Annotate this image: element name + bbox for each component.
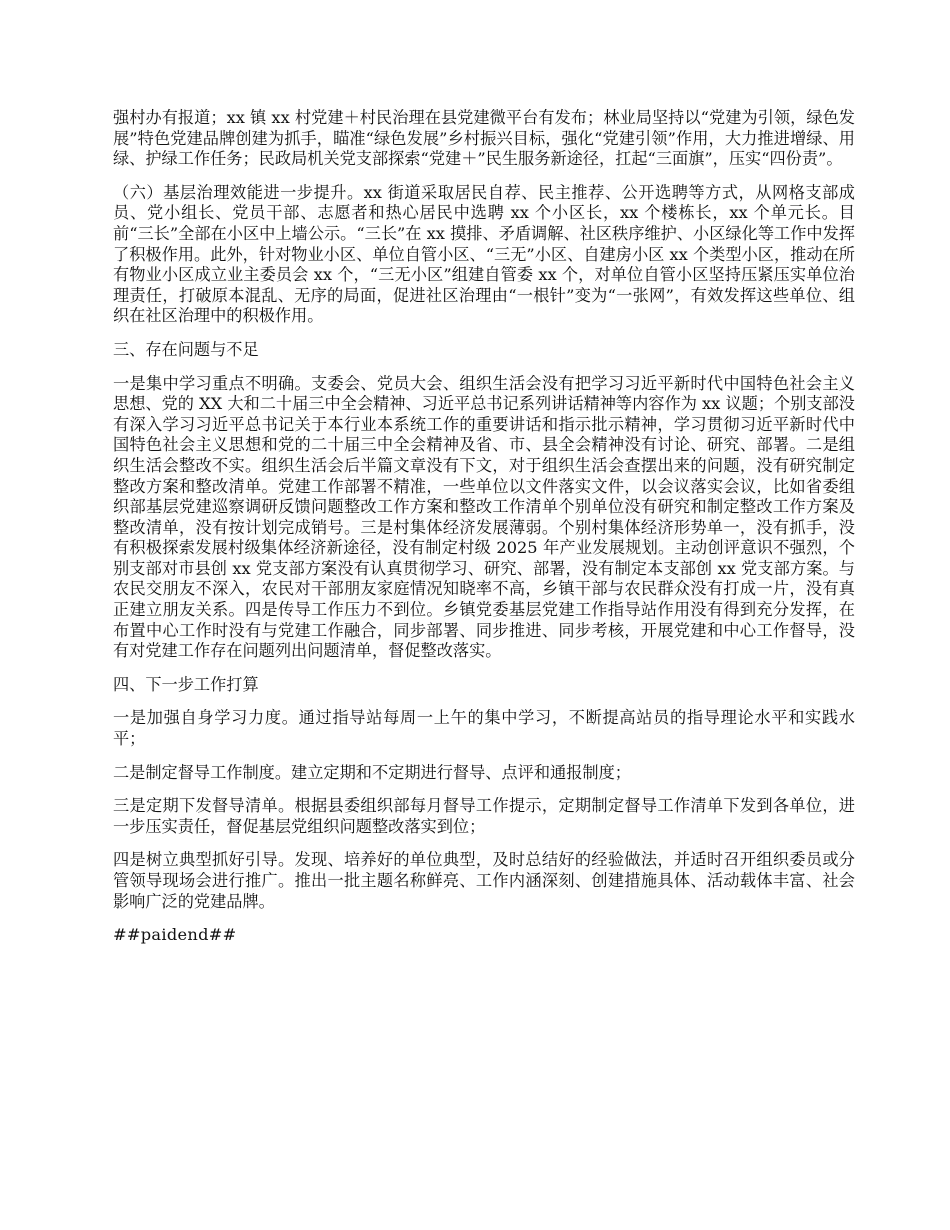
paragraph-next-step-4: 四是树立典型抓好引导。发现、培养好的单位典型，及时总结好的经验做法，并适时召开组织委员或分管领导现场会进行推广。推出一批主题名称鲜亮、工作内涵深刻、创建措施具体、活动载体丰富、社会影响广泛的党建品牌。 — [113, 850, 855, 911]
paragraph-grassroots-governance: （六）基层治理效能进一步提升。xx 街道采取居民自荐、民主推荐、公开选聘等方式，从网格支部成员、党小组长、党员干部、志愿者和热心居民中选聘 xx 个小区长，xx 个楼栋长，xx 个单元长。目前“三长”全部在小区中上墙公示。“三长”在 xx 摸排、矛盾调解、社区秩序维护、小区绿化等工作中发挥了积极作用。此外，针对物业小区、单位自管小区、“三无”小区、自建房小区 xx 个类型小区，推动在所有物业小区成立业主委员会 xx 个，“三无小区”组建自管委 xx 个，对单位自管小区坚持压紧压实单位治理责任，打破原本混乱、无序的局面，促进社区治理由“一根针”变为“一张网”，有效发挥这些单位、组织在社区治理中的积极作用。 — [113, 182, 855, 326]
document-page — [113, 108, 855, 959]
paragraph-next-step-3: 三是定期下发督导清单。根据县委组织部每月督导工作提示，定期制定督导工作清单下发到各单位，进一步压实责任，督促基层党组织问题整改落实到位； — [113, 796, 855, 836]
end-marker: ##paidend## — [113, 925, 237, 945]
paragraph-problems-detail: 一是集中学习重点不明确。支委会、党员大会、组织生活会没有把学习习近平新时代中国特色社会主义思想、党的 XX 大和二十届三中全会精神、习近平总书记系列讲话精神等内容作为 xx 议题；个别支部没有深入学习习近平总书记关于本行业本系统工作的重要讲话和指示批示精神，学习贯彻习近平新时代中国特色社会主义思想和党的二十届三中全会精神及省、市、县全会精神没有讨论、研究、部署。二是组织生活会整改不实。组织生活会后半篇文章没有下文，对于组织生活会查摆出来的问题，没有研究制定整改方案和整改清单。党建工作部署不精准，一些单位以文件落实文件，以会议落实会议，比如省委组织部基层党建巡察调研反馈问题整改工作方案和整改工作清单个别单位没有研究和制定整改工作方案及整改清单，没有按计划完成销号。三是村集体经济发展薄弱。个别村集体经济形势单一，没有抓手，没有积极探索发展村级集体经济新途径，没有制定村级 2025 年产业发展规划。主动创评意识不强烈，个别支部对市县创 xx 党支部方案没有认真贯彻学习、研究、部署，没有制定本支部创 xx 党支部方案。与农民交朋友不深入，农民对干部朋友家庭情况知晓率不高，乡镇干部与农民群众没有打成一片，没有真正建立朋友关系。四是传导工作压力不到位。乡镇党委基层党建工作指导站作用没有得到充分发挥，在布置中心工作时没有与党建工作融合，同步部署、同步推进、同步考核，开展党建和中心工作督导，没有对党建工作存在问题列出问题清单，督促整改落实。 — [113, 373, 855, 661]
section-heading-next-steps: 四、下一步工作打算 — [113, 674, 259, 694]
paragraph-next-step-2: 二是制定督导工作制度。建立定期和不定期进行督导、点评和通报制度； — [113, 762, 631, 782]
paragraph-next-step-1: 一是加强自身学习力度。通过指导站每周一上午的集中学习，不断提高站员的指导理论水平和实践水平； — [113, 708, 855, 749]
paragraph-party-brand-reports: 强村办有报道；xx 镇 xx 村党建＋村民治理在县党建微平台有发布；林业局坚持以“党建为引领，绿色发展”特色党建品牌创建为抓手，瞄准“绿色发展”乡村振兴目标，强化“党建引领”作用，大力推进增绿、用绿、护绿工作任务；民政局机关党支部探索“党建＋”民生服务新途径，扛起“三面旗”，压实“四份责”。 — [113, 108, 855, 169]
section-heading-problems: 三、存在问题与不足 — [113, 339, 259, 359]
